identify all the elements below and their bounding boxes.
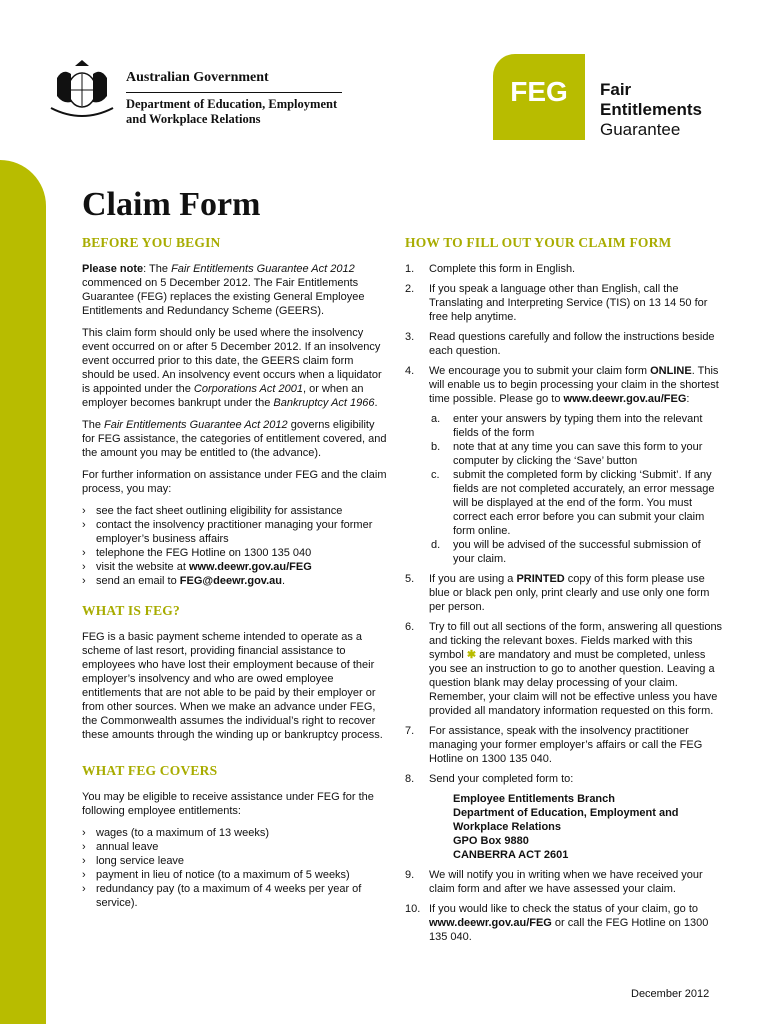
covers-heading: WHAT FEG COVERS — [82, 763, 218, 778]
step-text-a: We encourage you to submit your claim form — [429, 365, 651, 377]
note-lead: Please note — [82, 263, 144, 275]
step-number: 2. — [405, 283, 415, 295]
step-number: 9. — [405, 869, 415, 881]
list-item: › annual leave — [82, 840, 388, 854]
address-line: CANBERRA ACT 2601 — [453, 849, 569, 861]
website-link[interactable]: www.deewr.gov.au/FEG — [188, 561, 312, 573]
act-name: Fair Entitlements Guarantee Act 2012 — [171, 263, 355, 275]
list-item: › see the fact sheet outlining eligibility for assistance — [82, 504, 388, 518]
list-item — [405, 724, 723, 766]
feg-logo-line-1: Fair — [600, 80, 632, 99]
substep-letter: a. — [431, 413, 441, 425]
p3-text-b: governs eligibility for FEG assistance, the categories of entitlement covered, and the amount you may be entitled to (the advance). — [82, 419, 387, 459]
list-item — [405, 262, 723, 276]
what-is-feg-section — [82, 604, 388, 742]
step-number: 7. — [405, 725, 415, 737]
step-text-b: or call the FEG Hotline on 1300 135 040. — [429, 917, 709, 943]
address-line: Department of Education, Employment and Workplace Relations — [453, 807, 679, 833]
postal-address — [429, 792, 723, 862]
left-column — [82, 236, 388, 926]
website-link[interactable]: www.deewr.gov.au/FEG — [563, 393, 687, 405]
bankruptcy-act: Bankruptcy Act 1966 — [273, 397, 375, 409]
list-item: › long service leave — [82, 854, 388, 868]
before-heading: BEFORE YOU BEGIN — [82, 235, 221, 250]
p2-text-b: , or when an employer becomes bankrupt under the — [82, 383, 364, 409]
printed-emphasis: PRINTED — [516, 573, 565, 585]
list-item — [429, 538, 723, 566]
list-item: › contact the insolvency practitioner managing your former employer’s business affairs — [82, 518, 388, 546]
instructions-list — [405, 262, 723, 944]
list-item — [405, 364, 723, 566]
before-paragraph-4: For further information on assistance under FEG and the claim process, you may: — [82, 469, 387, 495]
feg-logo-line-2: Entitlements — [600, 100, 703, 119]
step-number: 3. — [405, 331, 415, 343]
step-text-a: If you are using a — [429, 573, 517, 585]
list-item — [82, 560, 388, 574]
step-text: We will notify you in writing when we have received your claim form and after we have assessed your claim. — [429, 869, 703, 895]
step-text-b: copy of this form please use blue or black pen only, print clearly and use only one form per person. — [429, 573, 710, 613]
step-text: For assistance, speak with the insolvency practitioner managing your former employer’s affairs or call the FEG Hotline on 1300 135 040. — [429, 725, 703, 765]
substep-text: submit the completed form by clicking ‘Submit’. If any fields are not completed accurately, an error message will be displayed at the end of the form. You must correct each error before you can submit your claim form online. — [453, 469, 715, 537]
step-text-b: are mandatory and must be completed, unless you see an instruction to go to another question. Leaving a question blank may delay processing of your claim. Remember, your claim will not be effective unless you have provided all mandatory information requested on this form. — [429, 649, 718, 717]
list-item — [429, 412, 723, 440]
list-item — [429, 468, 723, 538]
online-emphasis: ONLINE — [650, 365, 692, 377]
step-text-b: . This will enable us to begin processing your claim in the shortest time possible. Please go to — [429, 365, 719, 405]
feg-logo-text — [600, 80, 702, 140]
p1-text-b: commenced on 5 December 2012. The Fair Entitlements Guarantee (FEG) replaces the existing General Employee Entitlements and Redundancy Scheme (GEERS). — [82, 277, 365, 317]
p2-text-a: This claim form should only be used where the insolvency event occurred on or after 5 December 2012. If an insolvency event occurred prior to this date, the GEERS claim form should be used. An insolvency event occurs when a liquidator is appointed under the — [82, 327, 382, 395]
heading-rule — [126, 92, 342, 93]
feg-logo-line-3: Guarantee — [600, 120, 681, 139]
before-you-begin-section — [82, 236, 388, 588]
list-item: › redundancy pay (to a maximum of 4 weeks per year of service). — [82, 882, 388, 910]
email-link[interactable]: FEG@deewr.gov.au — [179, 575, 282, 587]
government-heading — [126, 70, 356, 127]
step-number: 4. — [405, 365, 415, 377]
before-paragraph-1 — [82, 262, 388, 318]
step-text: If you speak a language other than English, call the Translating and Interpreting Service (TIS) on 13 14 50 for free help anytime. — [429, 283, 708, 323]
page-title: Claim Form — [82, 186, 261, 223]
step-text: Complete this form in English. — [429, 263, 576, 275]
substep-letter: c. — [431, 469, 440, 481]
step-number: 10. — [405, 903, 421, 915]
footer-date: December 2012 — [631, 988, 710, 1000]
p3-text-a: The — [82, 419, 105, 431]
step-text: Read questions carefully and follow the instructions beside each question. — [429, 331, 715, 357]
list-item — [405, 772, 723, 862]
assistance-list — [82, 504, 388, 588]
coat-of-arms-icon — [45, 58, 119, 120]
list-item — [405, 330, 723, 358]
corporations-act: Corporations Act 2001 — [193, 383, 303, 395]
what-heading: WHAT IS FEG? — [82, 603, 180, 618]
substep-text: enter your answers by typing them into the relevant fields of the form — [453, 413, 703, 439]
step-text: Send your completed form to: — [429, 773, 574, 785]
substep-text: you will be advised of the successful submission of your claim. — [453, 539, 701, 565]
list-item — [405, 620, 723, 718]
website-link[interactable]: www.deewr.gov.au/FEG — [429, 917, 552, 929]
what-feg-covers-section — [82, 764, 388, 910]
right-column — [405, 236, 723, 950]
decorative-side-strip — [0, 160, 46, 1024]
government-name: Australian Government — [126, 70, 269, 85]
list-item: › wages (to a maximum of 13 weeks) — [82, 826, 388, 840]
list-item — [429, 440, 723, 468]
substep-letter: d. — [431, 539, 441, 551]
p1-text-a: : The — [143, 263, 172, 275]
list-item — [405, 868, 723, 896]
p2-text-c: . — [374, 397, 378, 409]
list-item — [405, 902, 723, 944]
email-end: . — [282, 575, 286, 587]
department-line-2: and Workplace Relations — [126, 112, 261, 126]
how-heading: HOW TO FILL OUT YOUR CLAIM FORM — [405, 235, 672, 250]
visit-text: visit the website at — [96, 561, 189, 573]
department-line-1: Department of Education, Employment — [126, 97, 338, 111]
list-item: › telephone the FEG Hotline on 1300 135 040 — [82, 546, 388, 560]
list-item — [405, 282, 723, 324]
feg-logo-badge: FEG — [493, 54, 585, 140]
online-substeps — [429, 412, 723, 566]
step-number: 5. — [405, 573, 415, 585]
act-name-2: Fair Entitlements Guarantee Act 2012 — [104, 419, 288, 431]
address-line: GPO Box 9880 — [453, 835, 529, 847]
list-item: › payment in lieu of notice (to a maximum of 5 weeks) — [82, 868, 388, 882]
address-line: Employee Entitlements Branch — [453, 793, 615, 805]
what-paragraph: FEG is a basic payment scheme intended to operate as a scheme of last resort, providing financial assistance to employees who have lost their employment because of their employer’s insolvency and who are owed employee entitlements that are not able to be paid by their employer or from other sources. When we make an advance under FEG, the Commonwealth assumes the individual’s right to recover these amounts through the winding up or bankruptcy process. — [82, 631, 383, 741]
step-number: 1. — [405, 263, 415, 275]
step-text-c: : — [686, 393, 690, 405]
list-item — [405, 572, 723, 614]
step-number: 6. — [405, 621, 415, 633]
email-text: send an email to — [96, 575, 180, 587]
mandatory-star-icon: ✱ — [466, 649, 477, 661]
covers-intro: You may be eligible to receive assistance under FEG for the following employee entitlements: — [82, 791, 374, 817]
step-number: 8. — [405, 773, 415, 785]
substep-text: note that at any time you can save this form to your computer by clicking the ‘Save’ button — [453, 441, 703, 467]
before-paragraph-2 — [82, 326, 388, 410]
substep-letter: b. — [431, 441, 441, 453]
before-paragraph-3 — [82, 418, 388, 460]
step-text-a: If you would like to check the status of your claim, go to — [429, 903, 699, 915]
list-item — [82, 574, 388, 588]
step-text-a: Try to fill out all sections of the form, answering all questions and ticking the relevant boxes. Fields marked with this symbol — [429, 621, 723, 661]
covers-list — [82, 826, 388, 910]
